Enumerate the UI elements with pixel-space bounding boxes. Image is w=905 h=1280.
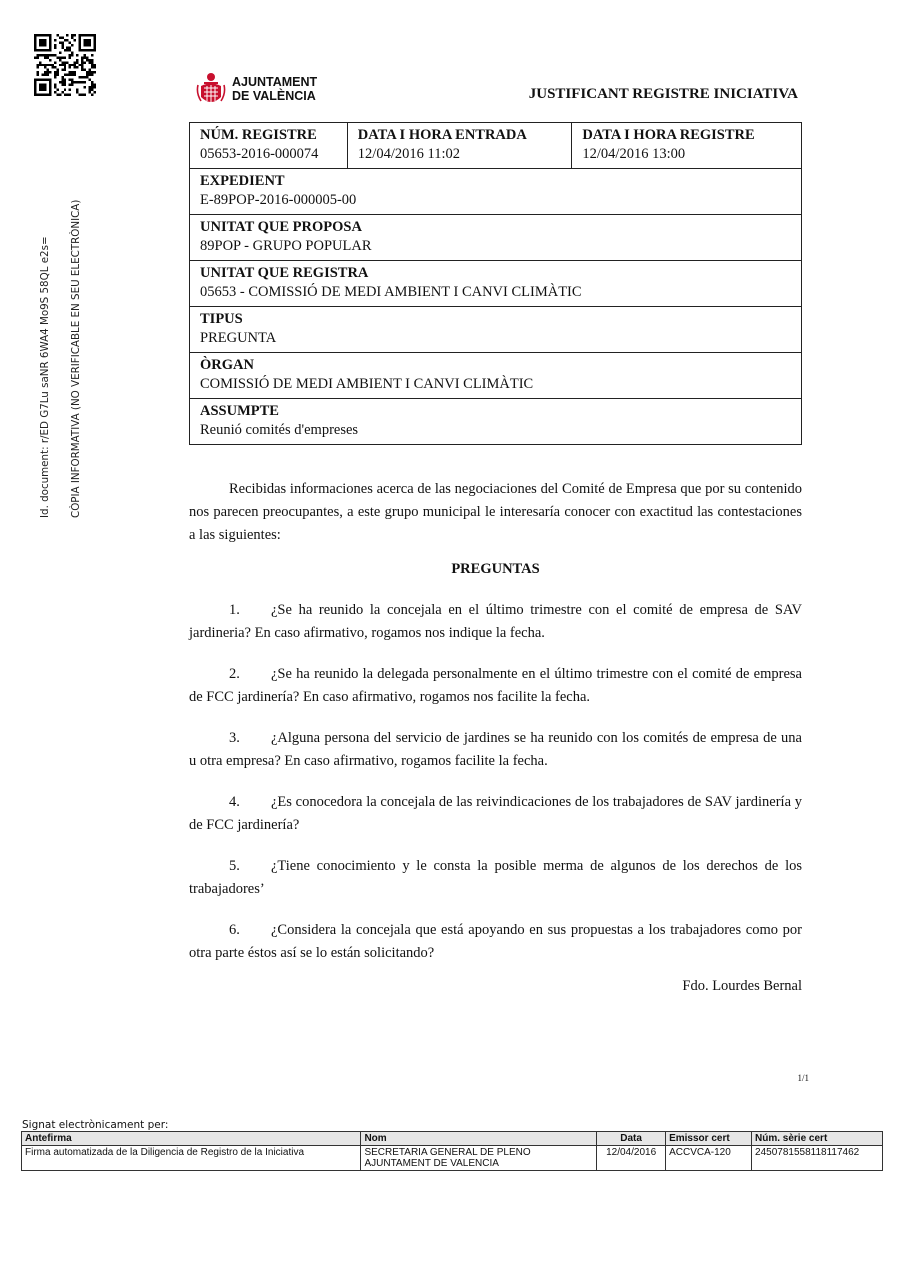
organ-cell: [190, 353, 802, 399]
questions-heading: PREGUNTAS: [451, 561, 540, 577]
cell-emissor: ACCVCA-120: [666, 1146, 752, 1171]
header-antefirma: Antefirma: [22, 1132, 361, 1146]
signature-table: [21, 1131, 883, 1171]
field-value: 05653-2016-000074: [200, 146, 319, 162]
question-text: ¿Es conocedora la concejala de las reivindicaciones de los trabajadores de SAV jardinería y de FCC jardinería?: [189, 794, 802, 833]
cell-antefirma: Firma automatizada de la Diligencia de Registro de la Iniciativa: [22, 1146, 361, 1171]
question-text: ¿Se ha reunido la concejala en el último trimestre con el comité de empresa de SAV jardineria? En caso afirmativo, rogamos nos indique la fecha.: [189, 602, 802, 641]
cell-nom: [361, 1146, 597, 1171]
cell-data: 12/04/2016: [597, 1146, 666, 1171]
field-label: EXPEDIENT: [200, 173, 285, 189]
field-value: 05653 - COMISSIÓ DE MEDI AMBIENT I CANVI CLIMÀTIC: [200, 284, 582, 300]
page-number: 1/1: [797, 1073, 809, 1083]
copy-notice: CÒPIA INFORMATIVA (NO VERIFICABLE EN SEU ELECTRÒNICA): [70, 199, 82, 518]
header-nom: Nom: [361, 1132, 597, 1146]
question-item: [189, 727, 802, 773]
qr-code: [34, 34, 96, 96]
question-number: 6.: [229, 922, 240, 938]
field-label: TIPUS: [200, 311, 243, 327]
field-label: DATA I HORA ENTRADA: [357, 127, 527, 143]
signed-by-label: Signat electrònicament per:: [22, 1119, 169, 1131]
question-item: [189, 855, 802, 901]
ajuntament-logo: [196, 70, 336, 108]
field-value: PREGUNTA: [200, 330, 277, 346]
question-number: 1.: [229, 602, 240, 618]
question-item: [189, 791, 802, 837]
field-label: UNITAT QUE REGISTRA: [200, 265, 369, 281]
field-label: ÒRGAN: [200, 357, 254, 373]
nom-line2: AJUNTAMENT DE VALENCIA: [364, 1158, 499, 1169]
intro-paragraph: Recibidas informaciones acerca de las negociaciones del Comité de Empresa que por su contenido nos parecen preocupantes, a este grupo municipal le interesaría conocer con exactitud las contestaciones a las siguientes:: [189, 481, 802, 543]
document-body: [189, 478, 802, 998]
question-number: 2.: [229, 666, 240, 682]
header-emissor: Emissor cert: [666, 1132, 752, 1146]
field-value: E-89POP-2016-000005-00: [200, 192, 357, 208]
question-number: 4.: [229, 794, 240, 810]
question-item: [189, 663, 802, 709]
question-item: [189, 919, 802, 965]
tipus-cell: [190, 307, 802, 353]
assumpte-cell: [190, 399, 802, 445]
field-label: ASSUMPTE: [200, 403, 279, 419]
signature: Fdo. Lourdes Bernal: [682, 978, 802, 994]
question-text: ¿Alguna persona del servicio de jardines se ha reunido con los comités de empresa de una u otra empresa? En caso afirmativo, rogamos facilite la fecha.: [189, 730, 802, 769]
field-label: UNITAT QUE PROPOSA: [200, 219, 362, 235]
data-entrada-cell: [347, 123, 572, 169]
data-registre-cell: [572, 123, 802, 169]
city-crest-icon: [196, 71, 226, 107]
unitat-proposa-cell: [190, 215, 802, 261]
question-text: ¿Tiene conocimiento y le consta la posible merma de algunos de los derechos de los trabajadores’: [189, 858, 802, 897]
field-value: Reunió comités d'empreses: [200, 422, 359, 438]
num-registre-cell: [190, 123, 348, 169]
question-text: ¿Considera la concejala que está apoyando en sus propuestas a los trabajadores como por otra parte éstos así se lo están solicitando?: [189, 922, 802, 961]
nom-line1: SECRETARIA GENERAL DE PLENO: [364, 1147, 531, 1158]
field-value: COMISSIÓ DE MEDI AMBIENT I CANVI CLIMÀTIC: [200, 376, 534, 392]
logo-line1: AJUNTAMENT: [232, 75, 318, 89]
field-label: NÚM. REGISTRE: [200, 127, 317, 143]
field-value: 89POP - GRUPO POPULAR: [200, 238, 372, 254]
logo-line2: DE VALÈNCIA: [232, 89, 316, 103]
unitat-registra-cell: [190, 261, 802, 307]
field-value: 12/04/2016 11:02: [357, 146, 460, 162]
registry-table: [189, 122, 802, 445]
expedient-cell: [190, 169, 802, 215]
field-label: DATA I HORA REGISTRE: [582, 127, 755, 143]
question-number: 3.: [229, 730, 240, 746]
question-number: 5.: [229, 858, 240, 874]
document-id: Id. document: r/ED G7Lu saNR 6WA4 Mo9S 58QL e2s=: [39, 236, 51, 518]
field-value: 12/04/2016 13:00: [582, 146, 686, 162]
header-serie: Núm. sèrie cert: [752, 1132, 883, 1146]
cell-serie: 2450781558118117462: [752, 1146, 883, 1171]
header-data: Data: [597, 1132, 666, 1146]
side-identifier: [30, 200, 92, 518]
question-text: ¿Se ha reunido la delegada personalmente en el último trimestre con el comité de empresa de FCC jardinería? En caso afirmativo, rogamos nos facilite la fecha.: [189, 666, 802, 705]
document-title: JUSTIFICANT REGISTRE INICIATIVA: [528, 86, 798, 102]
question-item: [189, 599, 802, 645]
